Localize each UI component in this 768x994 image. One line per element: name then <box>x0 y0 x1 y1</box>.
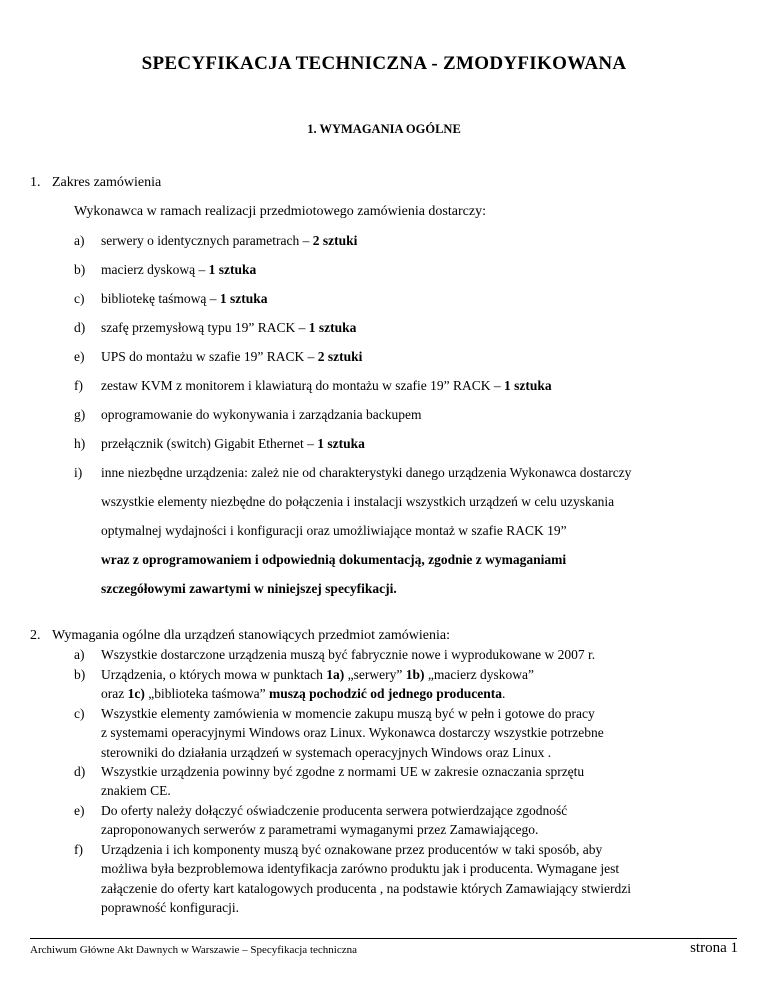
item-text: z systemami operacyjnymi Windows oraz Linux. Wykonawca dostarczy wszystkie potrzebne <box>101 725 604 740</box>
item-text: Wszystkie elementy zamówienia w momencie zakupu muszą być w pełn i gotowe do pracy <box>101 706 595 721</box>
item-text: przełącznik (switch) Gigabit Ethernet – <box>101 436 318 451</box>
section2-heading-text: Wymagania ogólne dla urządzeń stanowiących przedmiot zamówienia: <box>52 628 450 643</box>
item-text: Wszystkie dostarczone urządzenia muszą być fabrycznie nowe i wyprodukowane w 2007 r. <box>101 647 596 662</box>
list-item <box>74 764 584 780</box>
list-item <box>74 262 256 278</box>
item-letter: c) <box>74 291 85 306</box>
item-quantity: 2 sztuki <box>312 233 358 248</box>
item-continuation <box>101 822 538 838</box>
section1-heading-text: Zakres zamówienia <box>52 175 162 190</box>
item-text: UPS do montażu w szafie 19” RACK – <box>101 349 318 364</box>
item-letter: h) <box>74 436 86 451</box>
section2-heading <box>30 628 450 644</box>
item-continuation-bold <box>101 552 566 568</box>
list-item <box>74 320 356 336</box>
item-text: poprawność konfiguracji. <box>101 900 239 915</box>
list-item <box>74 647 595 663</box>
footer-rule <box>30 938 737 939</box>
item-letter: f) <box>74 378 83 393</box>
page-number: strona 1 <box>690 940 738 956</box>
item-text: możliwa była bezproblemowa identyfikacja zarówno produktu jak i producenta. Wymagane jest <box>101 861 620 876</box>
item-letter: b) <box>74 667 86 682</box>
item-letter: a) <box>74 647 85 662</box>
item-letter: c) <box>74 706 85 721</box>
list-item <box>74 465 631 481</box>
item-letter: e) <box>74 803 85 818</box>
footer-left-text: Archiwum Główne Akt Dawnych w Warszawie – Specyfikacja techniczna <box>30 944 357 956</box>
item-quantity: 1 sztuka <box>317 436 365 451</box>
item-text: sterowniki do działania urządzeń w systemach operacyjnych Windows oraz Linux . <box>101 745 552 760</box>
item-text: Urządzenia i ich komponenty muszą być oznakowane przez producentów w taki sposób, aby <box>101 842 603 857</box>
bold-text: szczegółowymi zawartymi w niniejszej specyfikacji. <box>101 581 397 596</box>
item-text: inne niezbędne urządzenia: zależ nie od charakterystyki danego urządzenia Wykonawca dostarczy <box>101 465 632 480</box>
item-text: szafę przemysłową typu 19” RACK – <box>101 320 309 335</box>
item-text: oraz <box>101 686 128 701</box>
list-item <box>74 291 268 307</box>
item-reference: 1c) <box>127 686 145 701</box>
item-quantity: 2 sztuki <box>317 349 363 364</box>
item-continuation <box>101 745 551 761</box>
section1-number: 1. <box>30 175 41 190</box>
section-subtitle: 1. WYMAGANIA OGÓLNE <box>307 122 461 136</box>
item-quantity: 1 sztuka <box>208 262 257 277</box>
list-item <box>74 842 602 858</box>
item-text: bibliotekę taśmową – <box>101 291 220 306</box>
section1-intro: Wykonawca w ramach realizacji przedmiotowego zamówienia dostarczy: <box>74 204 486 219</box>
item-continuation-bold <box>101 581 397 597</box>
item-text: Do oferty należy dołączyć oświadczenie producenta serwera potwierdzające zgodność <box>101 803 568 818</box>
item-continuation: optymalnej wydajności i konfiguracji oraz umożliwiające montaż w szafie RACK 19” <box>101 523 567 538</box>
bold-text: muszą pochodzić od jednego producenta <box>268 686 502 701</box>
list-item <box>74 349 362 365</box>
item-letter: f) <box>74 842 83 857</box>
item-text: . <box>501 686 506 701</box>
item-continuation: wszystkie elementy niezbędne do połączenia i instalacji wszystkich urządzeń w celu uzyskania <box>101 494 615 509</box>
item-text: „macierz dyskowa” <box>424 667 534 682</box>
list-item <box>74 803 567 819</box>
item-text: „biblioteka taśmowa” <box>144 686 269 701</box>
item-text: zaproponowanych serwerów z parametrami wymaganymi przez Zamawiającego. <box>101 822 539 837</box>
item-text: znakiem CE. <box>101 783 171 798</box>
item-quantity: 1 sztuka <box>308 320 357 335</box>
list-item <box>74 436 365 452</box>
item-quantity: 1 sztuka <box>504 378 552 393</box>
list-item <box>74 706 595 722</box>
item-quantity: 1 sztuka <box>219 291 268 306</box>
section2-number: 2. <box>30 628 41 643</box>
item-letter: b) <box>74 262 86 277</box>
list-item <box>74 378 552 394</box>
item-text: oprogramowanie do wykonywania i zarządzania backupem <box>101 407 422 422</box>
item-continuation <box>101 861 619 877</box>
page-title: SPECYFIKACJA TECHNICZNA - ZMODYFIKOWANA <box>141 53 627 74</box>
item-letter: d) <box>74 764 86 779</box>
item-letter: a) <box>74 233 85 248</box>
item-continuation <box>101 686 505 702</box>
bold-text: wraz z oprogramowaniem i odpowiednią dokumentacją, zgodnie z wymaganiami <box>101 552 567 567</box>
item-text: „serwery” <box>344 667 406 682</box>
item-text: zestaw KVM z monitorem i klawiaturą do montażu w szafie 19” RACK – <box>101 378 505 393</box>
item-letter: g) <box>74 407 86 422</box>
item-letter: e) <box>74 349 85 364</box>
item-text: Wszystkie urządzenia powinny być zgodne z normami UE w zakresie oznaczania sprzętu <box>101 764 585 779</box>
list-item <box>74 667 534 683</box>
item-text: serwery o identycznych parametrach – <box>101 233 313 248</box>
item-continuation <box>101 900 239 916</box>
item-letter: i) <box>74 465 83 480</box>
item-continuation <box>101 725 604 741</box>
item-text: macierz dyskową – <box>101 262 209 277</box>
section1-heading <box>30 175 161 191</box>
item-text: załączenie do oferty kart katalogowych producenta , na podstawie których Zamawiający stwierdzi <box>101 881 632 896</box>
list-item <box>74 233 357 249</box>
item-letter: d) <box>74 320 86 335</box>
item-reference: 1b) <box>405 667 425 682</box>
item-text: Urządzenia, o których mowa w punktach <box>101 667 327 682</box>
item-continuation <box>101 881 631 897</box>
item-continuation <box>101 783 171 799</box>
item-reference: 1a) <box>326 667 345 682</box>
list-item <box>74 407 422 423</box>
